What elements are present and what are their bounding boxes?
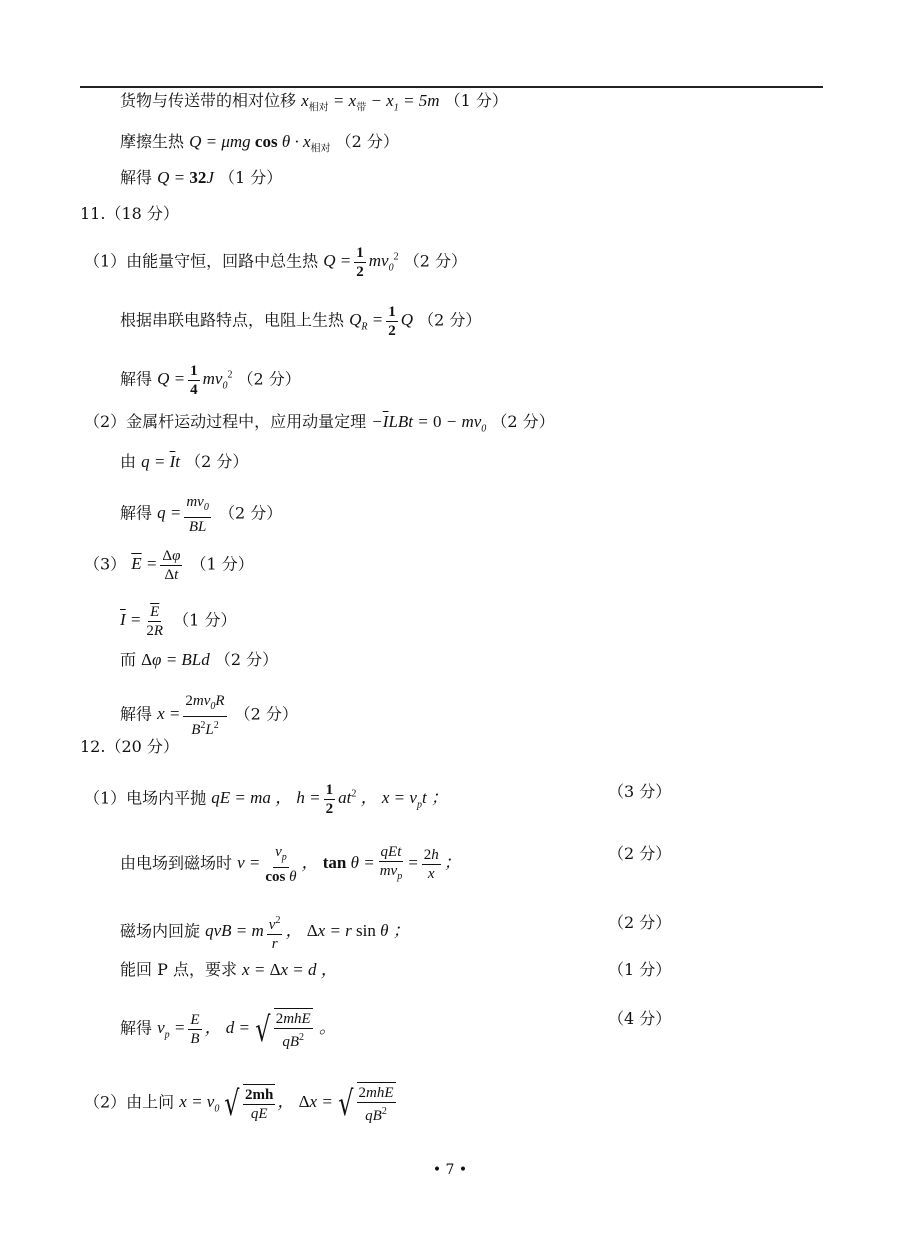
text: 解得 — [120, 369, 153, 389]
formula: Δφ = BLd — [141, 650, 210, 669]
formula: $x_{相对} = x_带 - x_1 = 5m$ — [301, 91, 440, 114]
q11-part2-line3 — [120, 493, 282, 536]
line-relative-displacement — [120, 90, 508, 119]
header-rule — [80, 86, 823, 88]
q12-part1-line2 — [120, 843, 461, 886]
score: （2 分） — [185, 452, 249, 471]
score: （1 分） — [444, 91, 508, 110]
formula: $-\overline{I}LBt = 0 - mv_0$ — [371, 412, 487, 435]
formula: v = $\frac{v_p}{\text{cos θ}}$ ， tan θ = $\frac{\text{qEt}}{mv_p}$ = $\frac{2h}{x}$ ； — [237, 844, 461, 885]
text: 而 — [120, 650, 137, 669]
q12-part1-line1 — [84, 781, 448, 818]
q12-part1-line3 — [120, 912, 410, 953]
formula: $\overline{E}$ = $\frac{\Delta\varphi}{\Delta t}$ — [131, 548, 181, 583]
formula: qvB = m $\frac{v^2}{r}$ ， Δx = r sin θ ； — [205, 921, 410, 940]
text: （2）金属杆运动过程中，应用动量定理 — [84, 412, 367, 431]
formula: x = $\frac{2mv_0R}{B^2L^2}$ — [157, 693, 225, 738]
text: 能回 P 点，要求 — [120, 960, 237, 979]
q11-part3-line1 — [84, 547, 254, 584]
formula: $\overline{I}$ = $\frac{\overline{E}}{2R}$ — [120, 604, 164, 639]
q11-part1-line3 — [120, 362, 301, 399]
formula: x = Δx = d ， — [242, 960, 338, 979]
question-11-header: 11.（18 分） — [80, 204, 179, 223]
q11-part3-line4 — [120, 692, 298, 739]
text: 解得 — [120, 503, 153, 523]
score: （1 分） — [608, 960, 672, 979]
text: 解得 — [120, 704, 153, 724]
formula: q = $\frac{mv_0}{BL}$ — [157, 494, 209, 535]
formula: qE = ma ， h = $\frac{1}{2}$ $at^2$ ， $x = v_pt$ ； — [211, 782, 448, 817]
formula: $q = \overline{I}t$ — [141, 452, 180, 471]
formula: $x = v_0$ √ $\frac{2mh}{qE}$ ， Δx = √ $\frac{\text{2mhE}}{qB^2}$ — [179, 1083, 394, 1124]
formula: Q = 32J — [157, 168, 214, 187]
text: （1）由能量守恒，回路中总生热 — [84, 251, 319, 271]
text: 由电场到磁场时 — [120, 853, 233, 873]
text: 解得 — [120, 168, 153, 187]
score: （1 分） — [173, 610, 237, 630]
formula: $Q_R$ = $\frac{1}{2}$ Q — [349, 304, 414, 339]
page-number: • 7 • — [432, 1162, 468, 1178]
q11-part2-line1 — [84, 411, 555, 440]
formula: Q = $\frac{1}{2}$ $mv_0^2$ — [323, 245, 399, 280]
text: 由 — [120, 452, 137, 471]
text: （2）由上问 — [84, 1092, 175, 1112]
q12-part2-line1 — [84, 1082, 398, 1125]
score: （2 分） — [403, 251, 467, 271]
text: （1）电场内平抛 — [84, 788, 207, 808]
q12-part1-line5 — [120, 1008, 336, 1051]
formula: Q = μmg $\cos \theta \cdot x_{相对}$ — [189, 132, 331, 155]
q12-part1-line4 — [120, 959, 338, 981]
score: （2 分） — [237, 369, 301, 389]
text: （3） — [84, 554, 127, 574]
score: （2 分） — [218, 503, 283, 523]
score: （2 分） — [335, 132, 399, 151]
q11-part1-line2 — [120, 303, 481, 340]
text: 摩擦生热 — [120, 132, 185, 151]
question-12-header: 12.（20 分） — [80, 737, 179, 756]
score: （2 分） — [608, 913, 672, 932]
q11-part3-line2 — [120, 603, 236, 640]
text: 解得 — [120, 1018, 153, 1038]
q11-part1-line1 — [84, 244, 467, 281]
score: （2 分） — [234, 704, 298, 724]
q11-part2-line2 — [120, 451, 248, 473]
score: （4 分） — [608, 1009, 672, 1028]
score: （2 分） — [418, 310, 482, 330]
score: （2 分） — [608, 844, 672, 863]
q11-part3-line3 — [120, 649, 278, 671]
formula: Q = $\frac{1}{4}$ $mv_0^2$ — [157, 363, 233, 398]
score: （1 分） — [219, 168, 283, 187]
score: （2 分） — [214, 650, 279, 669]
text: 磁场内回旋 — [120, 921, 201, 941]
text: 根据串联电路特点，电阻上生热 — [120, 310, 345, 330]
score: （1 分） — [190, 554, 254, 574]
line-friction-heat — [120, 131, 399, 160]
line-solve-q — [120, 167, 282, 189]
score: （2 分） — [491, 412, 555, 431]
text: 货物与传送带的相对位移 — [120, 91, 297, 110]
formula: $v_p$ = $\frac{E}{B}$ ， d = √ $\frac{\text{2mhE}}{qB^2}$ 。 — [157, 1009, 336, 1050]
score: （3 分） — [608, 782, 672, 801]
